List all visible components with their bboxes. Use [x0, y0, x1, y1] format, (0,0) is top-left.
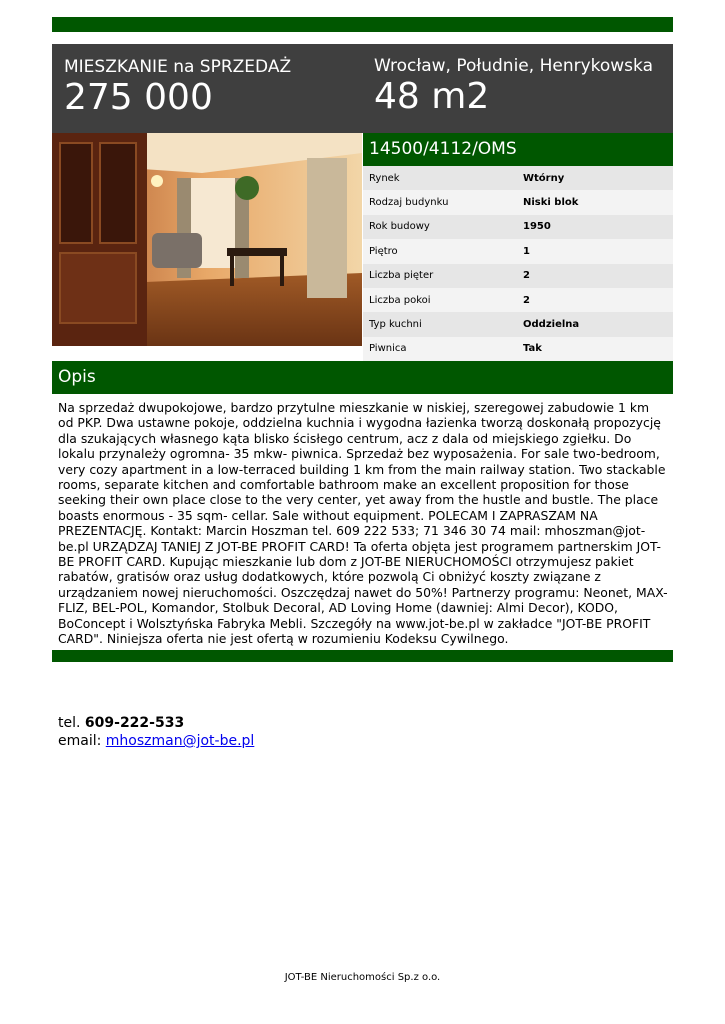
- spec-row: [363, 239, 673, 263]
- spec-label: Rodzaj budynku: [363, 190, 517, 214]
- spec-row: [363, 312, 673, 336]
- spec-row: [363, 288, 673, 312]
- email-line: [58, 732, 254, 750]
- spec-value: 2: [517, 264, 673, 288]
- listing-area: 48 m2: [374, 76, 490, 117]
- spec-label: Rynek: [363, 166, 517, 190]
- spec-label: Piętro: [363, 239, 517, 263]
- top-accent-bar: [52, 17, 673, 32]
- description-text: Na sprzedaż dwupokojowe, bardzo przytulne mieszkanie w niskiej, szeregowej zabudowie 1 km od PKP. Dwa ustawne pokoje, oddzielna kuchnia i wygodna łazienka tworzą doskonałą propozycję dla szukających własnego kąta blisko ścisłego centrum, acz z dala od miejskiego zgiełku. Do lokalu przynależy ogromna- 35 mkw- piwnica. Sprzedaż bez wyposażenia. For sale two-bedroom, very cozy apartment in a low-terraced building 1 km from the main railway station. Two stackable rooms, separate kitchen and comfortable bathroom make an excellent proposition for those seeking their own place close to the very center, yet away from the hustle and bustle. The place boasts enormous - 35 sqm- cellar. Sale without equipment. POLECAM I ZAPRASZAM NA PREZENTACJĘ. Kontakt: Marcin Hoszman tel. 609 222 533; 71 346 30 74 mail: mhoszman@jot-be.pl URZĄDZAJ TANIEJ Z JOT-BE PROFIT CARD! Ta oferta objęta jest programem partnerskim JOT-BE PROFIT CARD. Kupując mieszkanie lub dom z JOT-BE NIERUCHOMOŚCI otrzymujesz pakiet rabatów, gratisów oraz usług dodatkowych, które pozwolą Ci obniżyć koszty związane z urządzaniem nowej nieruchomości. Oszczędzaj nawet do 50%! Partnerzy programu: Neonet, MAX-FLIZ, BEL-POL, Komandor, Stolbuk Decoral, AD Loving Home (dawniej: Almi Decor), KODO, BoConcept i Wolsztyńska Fabryka Mebli. Szczegóły na www.jot-be.pl w zakładce "JOT-BE PROFIT CARD". Niniejsza oferta nie jest ofertą w rozumieniu Kodeksu Cywilnego.: [58, 400, 668, 647]
- spec-row: [363, 215, 673, 239]
- spec-value: Niski blok: [517, 190, 673, 214]
- property-specs-table: [363, 166, 673, 361]
- spec-label: Typ kuchni: [363, 312, 517, 336]
- footer-company: JOT-BE Nieruchomości Sp.z o.o.: [284, 972, 441, 983]
- email-label: email:: [58, 733, 102, 749]
- spec-row: [363, 337, 673, 361]
- spec-label: Piwnica: [363, 337, 517, 361]
- living-room-image: [52, 133, 362, 346]
- spec-label: Liczba pokoi: [363, 288, 517, 312]
- bottom-accent-bar: [52, 650, 673, 662]
- listing-type: MIESZKANIE na SPRZEDAŻ: [64, 57, 292, 77]
- contact-block: [58, 714, 254, 750]
- listing-price: 275 000: [64, 77, 213, 118]
- phone-line: [58, 714, 254, 732]
- spec-value: 2: [517, 288, 673, 312]
- spec-value: Wtórny: [517, 166, 673, 190]
- description-heading: Opis: [52, 361, 673, 394]
- property-photo: [52, 133, 362, 346]
- spec-row: [363, 166, 673, 190]
- spec-value: Oddzielna: [517, 312, 673, 336]
- spec-label: Rok budowy: [363, 215, 517, 239]
- listing-location: Wrocław, Południe, Henrykowska: [374, 56, 654, 76]
- spec-value: Tak: [517, 337, 673, 361]
- spec-value: 1950: [517, 215, 673, 239]
- spec-label: Liczba pięter: [363, 264, 517, 288]
- listing-header: [52, 44, 673, 133]
- phone-number: 609-222-533: [84, 715, 185, 731]
- phone-label: tel.: [58, 715, 81, 731]
- spec-row: [363, 190, 673, 214]
- reference-number: 14500/4112/OMS: [363, 133, 673, 166]
- spec-row: [363, 264, 673, 288]
- spec-value: 1: [517, 239, 673, 263]
- email-link[interactable]: mhoszman@jot-be.pl: [105, 733, 255, 749]
